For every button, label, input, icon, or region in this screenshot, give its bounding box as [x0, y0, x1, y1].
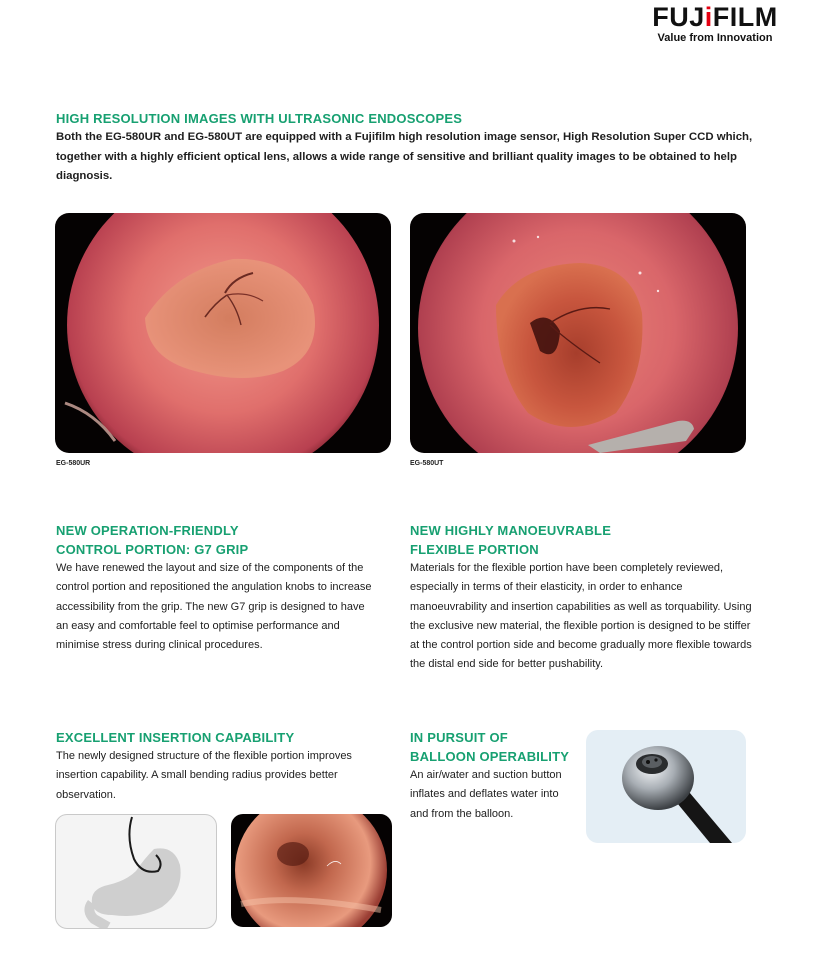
heading-line-1: NEW OPERATION-FRIENDLY [56, 523, 239, 538]
section-body-control-portion: We have renewed the layout and size of the components of the control portion and repositioned the angulation knobs to increase accessibility from the grip. The new G7 grip is designed to have an easy and comfortable feel to optimise performance and minimise stress during clinical procedures. [56, 562, 372, 652]
heading-line-2: BALLOON OPERABILITY [410, 749, 570, 764]
section-heading-high-resolution: HIGH RESOLUTION IMAGES WITH ULTRASONIC ENDOSCOPES [56, 111, 463, 126]
caption-eg580ut: EG-580UT [410, 460, 444, 467]
section-body-flexible-portion: Materials for the flexible portion have been completely reviewed, especially in terms of their elasticity, in order to enhance manoeuvrability and insertion capabilities as well as torquability. Using the exclusive new material, the flexible portion is designed to be stiffer at the control portion side and become gradually more flexible towards the distal end side for better pushability. [410, 562, 752, 671]
heading-line-1: NEW HIGHLY MANOEUVRABLE [410, 523, 612, 538]
heading-line-2: CONTROL PORTION: G7 GRIP [56, 542, 249, 557]
section-heading-control-portion [56, 521, 396, 559]
endoscope-image-eg580ur [55, 213, 391, 453]
endoscope-image-eg580ut [410, 213, 746, 453]
heading-line-2: FLEXIBLE PORTION [410, 542, 539, 557]
section-heading-insertion: EXCELLENT INSERTION CAPABILITY [56, 730, 295, 745]
section-body-insertion: The newly designed structure of the flexible portion improves insertion capability. A small bending radius provides better observation. [56, 750, 352, 801]
logo-wordmark: FUJiFILM [652, 2, 778, 32]
caption-eg580ur: EG-580UR [56, 460, 91, 467]
balloon-tip-image [586, 730, 746, 843]
insertion-endoscope-image [231, 814, 392, 927]
fujifilm-logo [640, 2, 790, 44]
section-heading-balloon [410, 728, 590, 766]
section-body-balloon: An air/water and suction button inflates and deflates water into and from the balloon. [410, 769, 562, 820]
logo-tagline: Value from Innovation [657, 32, 773, 44]
stomach-diagram [55, 814, 217, 929]
section-heading-flexible-portion [410, 521, 750, 559]
heading-line-1: IN PURSUIT OF [410, 730, 508, 745]
section-body-high-resolution: Both the EG-580UR and EG-580UT are equipped with a Fujifilm high resolution image sensor, High Resolution Super CCD which, together with a highly efficient optical lens, allows a wide range of sensitive and brilliant quality images to be obtained to help diagnosis. [56, 131, 753, 182]
